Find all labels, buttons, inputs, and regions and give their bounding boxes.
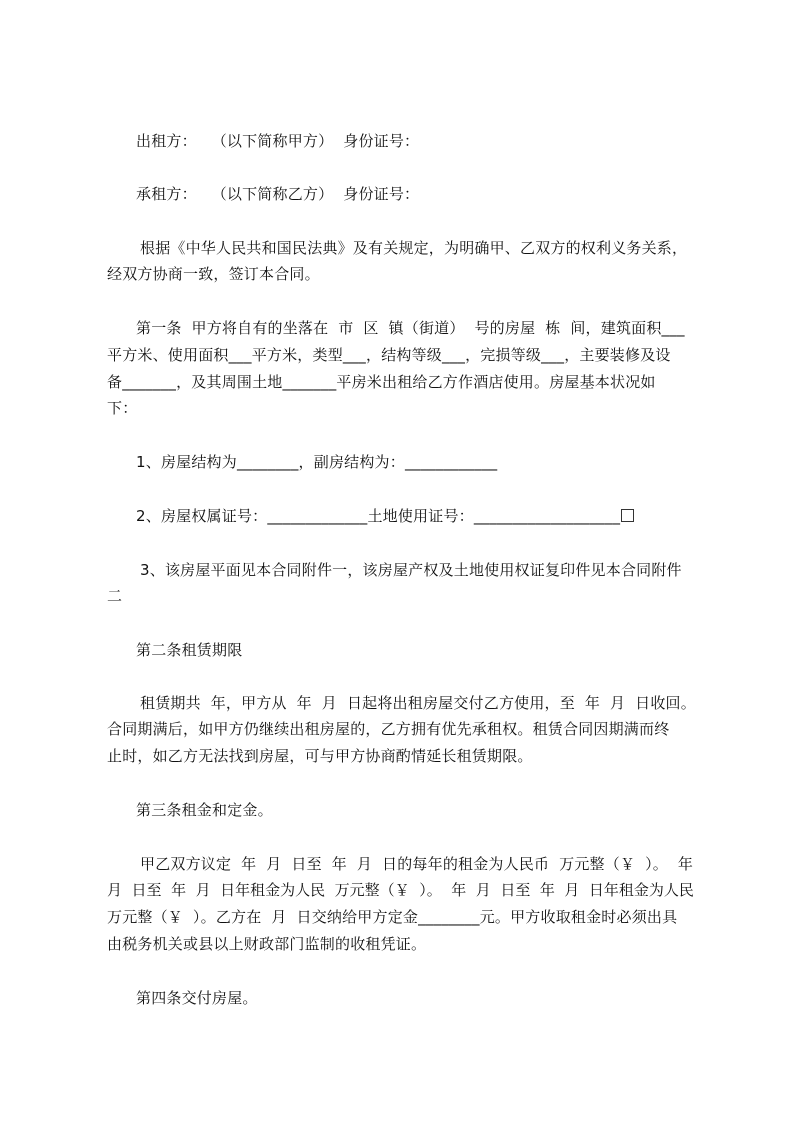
article3-line-1: 甲乙双方议定 年 月 日至 年 月 日的每年的租金为人民币 万元整（￥ ）。 年 — [140, 855, 694, 873]
article1-line-1: 第一条 甲方将自有的坐落在 市 区 镇（街道） 号的房屋 栋 间，建筑面积___ — [136, 319, 685, 337]
article3-line-3: 万元整（￥ ）。乙方在 月 日交纳给甲方定金________元。甲方收取租金时必须出具 — [107, 908, 678, 926]
intro-line-2: 经双方协商一致，签订本合同。 — [107, 265, 320, 283]
article1-item-3-line-1: 3、该房屋平面见本合同附件一，该房屋产权及土地使用权证复印件见本合同附件 — [140, 561, 682, 579]
lessee-line: 承租方： （以下简称乙方） 身份证号： — [136, 185, 420, 203]
article1-item-1: 1、房屋结构为________，副房结构为：____________ — [136, 453, 498, 471]
article1-item-2 — [136, 506, 634, 526]
article1-item-2-text: 2、房屋权属证号：_____________土地使用证号：___________________ — [136, 507, 621, 525]
article3-title: 第三条租金和定金。 — [136, 801, 273, 819]
article3-line-2: 月 日至 年 月 日年租金为人民 万元整（￥ ）。 年 月 日至 年 月 日年租金为人民 — [107, 881, 694, 899]
checkbox-icon — [621, 509, 634, 522]
article2-line-2: 合同期满后，如甲方仍继续出租房屋的，乙方拥有优先承租权。租赁合同因期满而终 — [107, 720, 670, 738]
article1-line-4: 下： — [107, 399, 138, 417]
article1-line-3: 备_______，及其周围土地_______平房米出租给乙方作酒店使用。房屋基本状况如 — [107, 373, 656, 391]
article1-line-2: 平方米、使用面积___平方米，类型___，结构等级___，完损等级___，主要装修及设 — [107, 346, 671, 364]
article1-item-3-line-2: 二 — [107, 587, 123, 605]
article2-line-3: 止时，如乙方无法找到房屋，可与甲方协商酌情延长租赁期限。 — [107, 747, 533, 765]
article3-line-4: 由税务机关或县以上财政部门监制的收租凭证。 — [107, 935, 427, 953]
intro-line-1: 根据《中华人民共和国民法典》及有关规定，为明确甲、乙双方的权利义务关系， — [140, 239, 688, 257]
article2-title: 第二条租赁期限 — [136, 641, 243, 659]
lessor-line: 出租方： （以下简称甲方） 身份证号： — [136, 132, 420, 150]
article4-title: 第四条交付房屋。 — [136, 989, 258, 1007]
article2-line-1: 租赁期共 年，甲方从 年 月 日起将出租房屋交付乙方使用，至 年 月 日收回。 — [140, 694, 696, 712]
